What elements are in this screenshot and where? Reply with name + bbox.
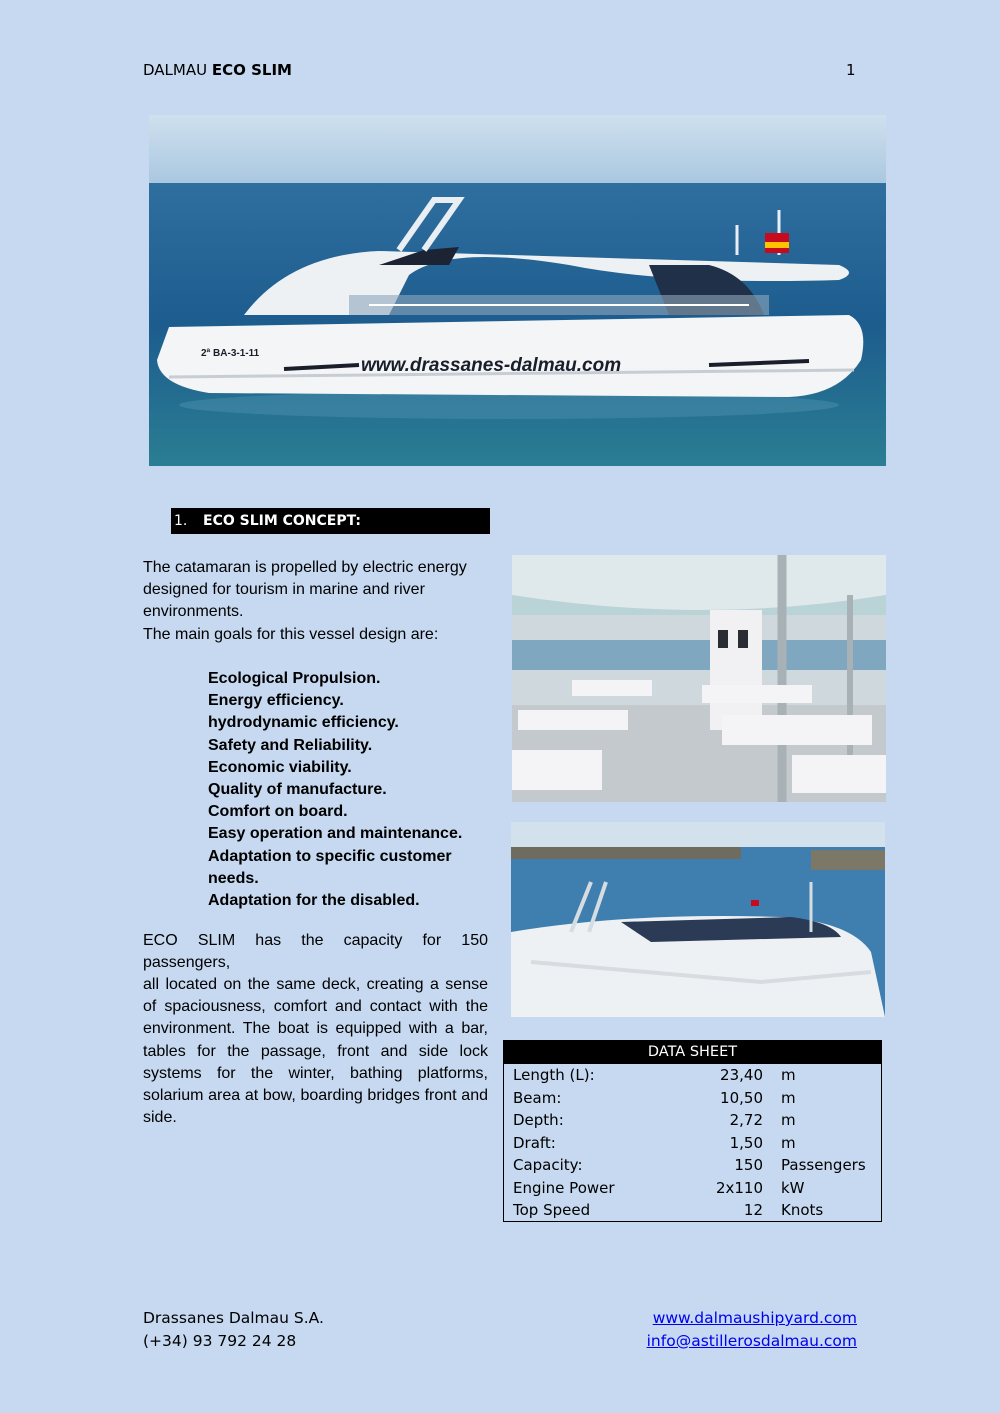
- goal-item: Adaptation for the disabled.: [208, 892, 420, 910]
- goal-item: hydrodynamic efficiency.: [208, 714, 399, 732]
- spec-label: Beam:: [513, 1088, 562, 1107]
- goal-item: Adaptation to specific customer needs.: [208, 847, 452, 887]
- spec-unit: kW: [781, 1178, 805, 1197]
- spec-unit: m: [781, 1111, 796, 1129]
- spec-unit: m: [781, 1133, 796, 1152]
- capacity-description: all located on the same deck, creating a sense of spaciousness, comfort and contact with the environment. The boat is equipped with a bar, tables for the passage, front and side lock systems for the winter, bathing platforms, solarium area at bow, boarding bridges front and side.: [143, 976, 488, 1127]
- brand-bold: ECO SLIM: [211, 61, 292, 79]
- spec-value: 23,40: [720, 1066, 763, 1084]
- goal-item: Economic viability.: [208, 758, 352, 776]
- data-sheet-title: DATA SHEET: [504, 1040, 881, 1064]
- spec-value: 1,50: [729, 1133, 763, 1152]
- intro-paragraph: [143, 557, 488, 646]
- spec-value: 2,72: [729, 1111, 763, 1129]
- intro-line: The catamaran is propelled by electric energy: [143, 559, 467, 576]
- intro-line: designed for tourism in marine and river: [143, 581, 425, 599]
- capacity-line: ECO SLIM has the capacity for 150: [143, 932, 488, 949]
- catamaran-hero-photo: [149, 115, 886, 466]
- data-sheet-row: [504, 1087, 881, 1110]
- data-sheet-row: [504, 1154, 881, 1177]
- page-header-title: [143, 61, 292, 79]
- data-sheet-row: [504, 1177, 881, 1200]
- spec-label: Draft:: [513, 1133, 556, 1152]
- goal-item: Safety and Reliability.: [208, 736, 373, 754]
- spec-label: Top Speed: [513, 1201, 591, 1219]
- footer-email-link[interactable]: info@astillerosdalmau.com: [646, 1332, 857, 1350]
- hull-url-text: www.drassanes-dalmau.com: [361, 355, 622, 376]
- section-number: 1.: [174, 513, 188, 529]
- data-sheet-row: [504, 1199, 881, 1222]
- spec-unit: m: [781, 1066, 796, 1084]
- footer-phone: (+34) 93 792 24 28: [143, 1332, 297, 1350]
- spec-label: Capacity:: [513, 1156, 583, 1174]
- data-sheet-row: [504, 1109, 881, 1132]
- section-title: ECO SLIM CONCEPT:: [203, 513, 362, 529]
- goal-item: Quality of manufacture.: [208, 781, 387, 799]
- hull-registration: 2ª BA-3-1-11: [201, 348, 260, 359]
- data-sheet-table: [503, 1040, 882, 1222]
- spec-label: Length (L):: [513, 1066, 595, 1084]
- goal-item: Easy operation and maintenance.: [208, 825, 463, 843]
- data-sheet-row: [504, 1064, 881, 1087]
- brand-regular: DALMAU: [143, 61, 208, 79]
- spec-label: Depth:: [513, 1111, 564, 1129]
- footer-company: Drassanes Dalmau S.A.: [143, 1309, 324, 1327]
- spec-value: 12: [743, 1201, 763, 1219]
- intro-line: environments.: [143, 603, 244, 621]
- intro-line: The main goals for this vessel design are:: [143, 625, 439, 643]
- goal-item: Comfort on board.: [208, 803, 348, 821]
- goal-item: Ecological Propulsion.: [208, 670, 381, 687]
- section-heading: [171, 508, 490, 534]
- spec-label: Engine Power: [513, 1178, 615, 1197]
- design-goals-list: [208, 668, 493, 912]
- spec-unit: Passengers: [781, 1156, 866, 1174]
- page-number: 1: [846, 61, 856, 79]
- solar-roof-photo: [511, 822, 885, 1017]
- interior-deck-photo: [512, 555, 886, 802]
- spec-value: 10,50: [720, 1088, 763, 1107]
- goal-item: Energy efficiency.: [208, 692, 344, 710]
- spec-value: 2x110: [715, 1178, 763, 1197]
- data-sheet-row: [504, 1132, 881, 1155]
- spec-value: 150: [734, 1156, 763, 1174]
- spec-unit: m: [781, 1088, 796, 1107]
- spec-unit: Knots: [781, 1201, 824, 1219]
- footer-website-link[interactable]: www.dalmaushipyard.com: [652, 1309, 857, 1327]
- capacity-line: passengers,: [143, 954, 231, 971]
